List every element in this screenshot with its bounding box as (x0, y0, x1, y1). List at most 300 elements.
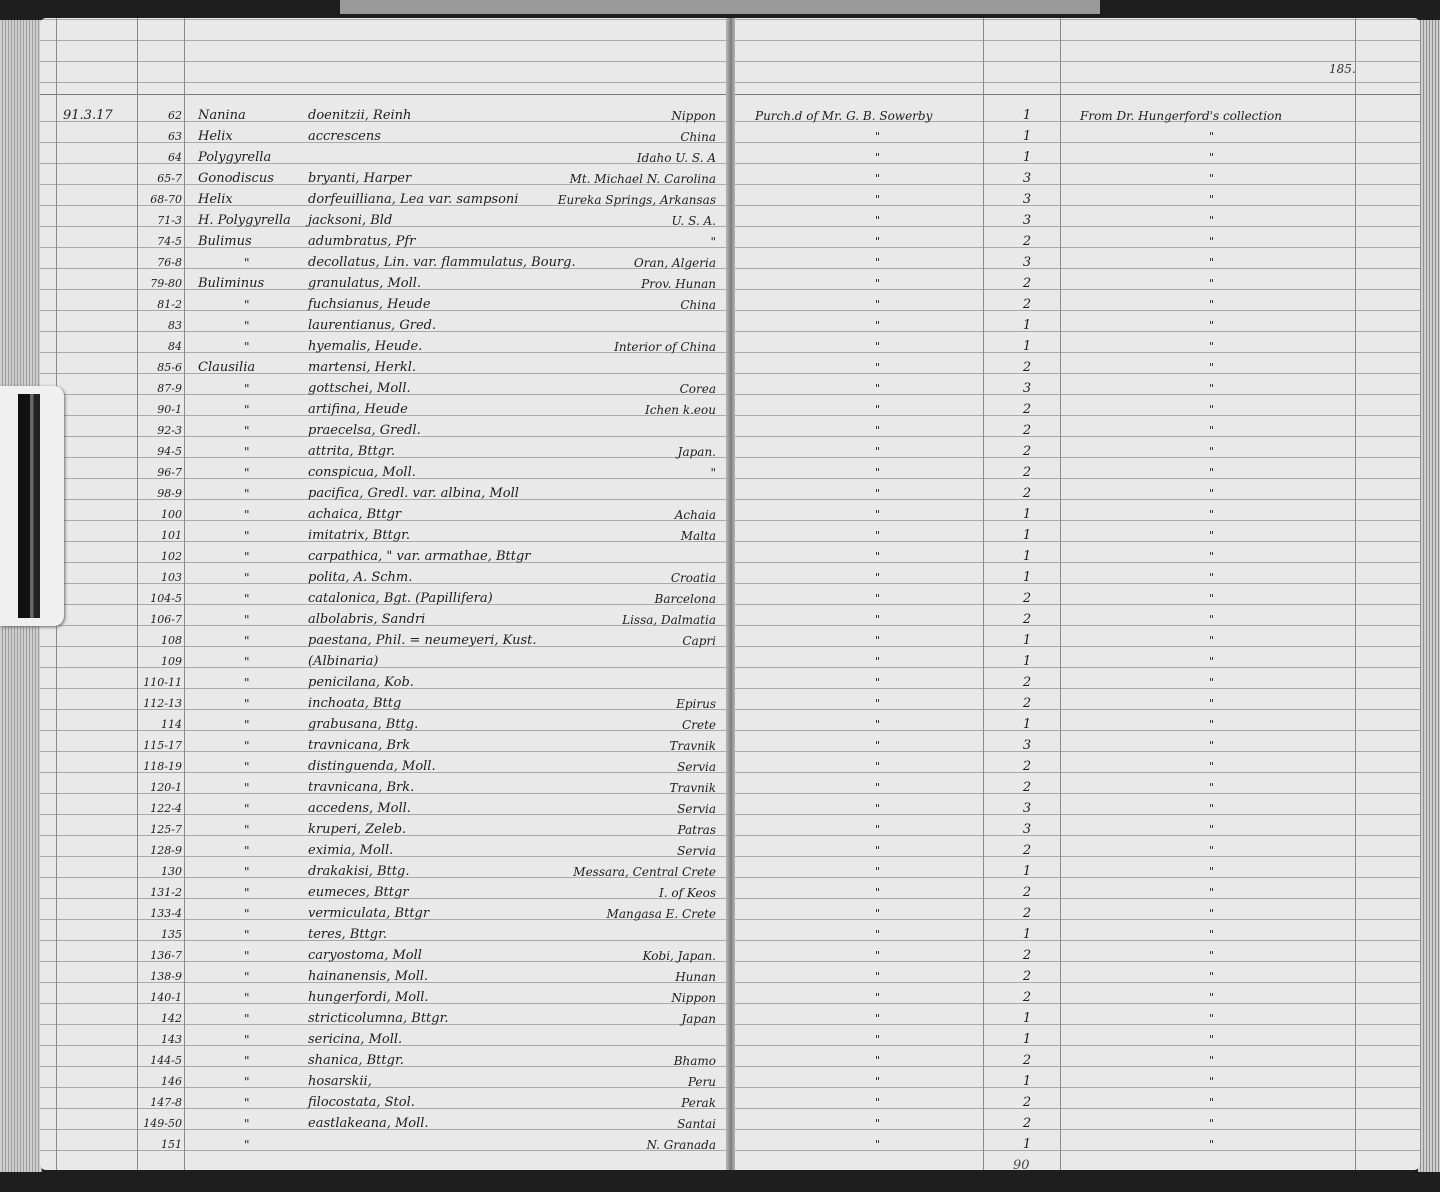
ditto-mark: " (244, 991, 250, 1005)
locality: Bhamo (673, 1054, 716, 1068)
ditto-mark: " (1209, 781, 1215, 794)
ditto-mark: " (875, 445, 881, 458)
register-number: 112-13 (143, 697, 182, 710)
species-name: filocostata, Stol. (308, 1095, 415, 1110)
specimen-count: 1 (1022, 654, 1032, 669)
species-name: dorfeuilliana, Lea var. sampsoni (308, 192, 519, 207)
ditto-mark: " (244, 970, 250, 984)
ditto-mark: " (1209, 739, 1215, 752)
register-number: 92-3 (157, 424, 182, 437)
specimen-count: 1 (1022, 864, 1032, 879)
species-name: carpathica, " var. armathae, Bttgr (308, 549, 531, 564)
ditto-mark: " (244, 529, 250, 543)
species-name: fuchsianus, Heude (308, 297, 431, 312)
specimen-count: 1 (1022, 633, 1032, 648)
locality: Malta (680, 529, 716, 543)
locality: Japan (681, 1012, 716, 1026)
species-name: decollatus, Lin. var. flammulatus, Bourg. (308, 255, 576, 270)
ditto-mark: " (244, 718, 250, 732)
register-number: 81-2 (157, 298, 182, 311)
specimen-count: 2 (1022, 276, 1032, 291)
ditto-mark: " (244, 949, 250, 963)
locality: " (710, 466, 716, 480)
register-number: 100 (161, 508, 182, 521)
specimen-count: 3 (1022, 381, 1032, 396)
ditto-mark: " (875, 739, 881, 752)
locality: Servia (677, 802, 716, 816)
specimen-count: 2 (1022, 906, 1032, 921)
register-number: 65-7 (157, 172, 182, 185)
species-name: drakakisi, Bttg. (308, 864, 410, 879)
species-name: accedens, Moll. (308, 801, 411, 816)
genus-name: Bulimus (198, 234, 252, 249)
ditto-mark: " (875, 1096, 881, 1109)
locality: China (680, 298, 716, 312)
species-name: gottschei, Moll. (308, 381, 411, 396)
specimen-count: 1 (1022, 549, 1032, 564)
ditto-mark: " (875, 802, 881, 815)
species-name: shanica, Bttgr. (308, 1053, 404, 1068)
register-number: 85-6 (157, 361, 182, 374)
species-name: penicilana, Kob. (308, 675, 414, 690)
specimen-count: 1 (1022, 927, 1032, 942)
ditto-mark: " (244, 424, 250, 438)
ditto-mark: " (1209, 676, 1215, 689)
genus-name: Clausilia (198, 360, 256, 375)
species-name: achaica, Bttgr (308, 507, 402, 522)
specimen-count: 2 (1022, 1116, 1032, 1131)
locality: Oran, Algeria (633, 256, 716, 270)
ditto-mark: " (244, 298, 250, 312)
specimen-count: 1 (1022, 717, 1032, 732)
ditto-mark: " (875, 781, 881, 794)
ditto-mark: " (875, 277, 881, 290)
ditto-mark: " (244, 256, 250, 270)
locality: Nippon (671, 991, 716, 1005)
locality: Patras (677, 823, 716, 837)
ditto-mark: " (1209, 445, 1215, 458)
specimen-count: 3 (1022, 801, 1032, 816)
ditto-mark: " (875, 760, 881, 773)
locality: Kobi, Japan. (642, 949, 716, 963)
specimen-count: 2 (1022, 591, 1032, 606)
ditto-mark: " (875, 655, 881, 668)
column-rule (1060, 18, 1061, 1170)
ditto-mark: " (875, 1012, 881, 1025)
specimen-count: 1 (1022, 1074, 1032, 1089)
specimen-count: 1 (1022, 1011, 1032, 1026)
ditto-mark: " (875, 361, 881, 374)
ditto-mark: " (1209, 298, 1215, 311)
ditto-mark: " (244, 1138, 250, 1152)
locality: Travnik (669, 781, 716, 795)
ditto-mark: " (875, 1033, 881, 1046)
specimen-count: 1 (1022, 1137, 1032, 1152)
ditto-mark: " (875, 1054, 881, 1067)
species-name: travnicana, Brk (308, 738, 411, 753)
ditto-mark: " (244, 760, 250, 774)
locality: Messara, Central Crete (573, 865, 716, 879)
specimen-count: 2 (1022, 675, 1032, 690)
ditto-mark: " (1209, 760, 1215, 773)
ditto-mark: " (244, 697, 250, 711)
ditto-mark: " (244, 487, 250, 501)
ditto-mark: " (1209, 865, 1215, 878)
ditto-mark: " (1209, 1096, 1215, 1109)
acquisition-source: Purch.d of Mr. G. B. Sowerby (755, 109, 933, 123)
ditto-mark: " (244, 802, 250, 816)
ditto-mark: " (1209, 172, 1215, 185)
register-number: 83 (168, 319, 182, 332)
locality: Lissa, Dalmatia (622, 613, 716, 627)
locality: Capri (682, 634, 716, 648)
species-name: martensi, Herkl. (308, 360, 417, 375)
register-number: 146 (161, 1075, 182, 1088)
register-number: 118-19 (143, 760, 182, 773)
species-name: conspicua, Moll. (308, 465, 416, 480)
register-number: 71-3 (157, 214, 182, 227)
specimen-count: 2 (1022, 843, 1032, 858)
ditto-mark: " (1209, 802, 1215, 815)
locality: Japan. (677, 445, 716, 459)
species-name: eximia, Moll. (308, 843, 394, 858)
register-number: 62 (168, 109, 182, 122)
register-number: 102 (161, 550, 182, 563)
ditto-mark: " (244, 592, 250, 606)
ditto-mark: " (244, 1117, 250, 1131)
ditto-mark: " (244, 1033, 250, 1047)
specimen-count: 2 (1022, 885, 1032, 900)
species-name: hainanensis, Moll. (308, 969, 429, 984)
locality: Hunan (675, 970, 716, 984)
ditto-mark: " (1209, 655, 1215, 668)
ditto-mark: " (244, 382, 250, 396)
locality: Idaho U. S. A (636, 151, 716, 165)
ditto-mark: " (244, 1096, 250, 1110)
specimen-count: 1 (1022, 150, 1032, 165)
ditto-mark: " (244, 613, 250, 627)
locality: Mangasa E. Crete (606, 907, 716, 921)
specimen-count: 2 (1022, 1053, 1032, 1068)
specimen-count: 1 (1022, 318, 1032, 333)
locality: Corea (679, 382, 716, 396)
register-number: 140-1 (150, 991, 182, 1004)
species-name: stricticolumna, Bttgr. (308, 1011, 449, 1026)
register-number: 136-7 (150, 949, 182, 962)
register-number: 63 (168, 130, 182, 143)
ditto-mark: " (1209, 487, 1215, 500)
specimen-count: 2 (1022, 1095, 1032, 1110)
ditto-mark: " (875, 928, 881, 941)
register-number: 142 (161, 1012, 182, 1025)
ditto-mark: " (1209, 550, 1215, 563)
register-number: 87-9 (157, 382, 182, 395)
ditto-mark: " (1209, 340, 1215, 353)
specimen-count: 3 (1022, 192, 1032, 207)
locality: Mt. Michael N. Carolina (569, 172, 716, 186)
specimen-count: 3 (1022, 822, 1032, 837)
left-page (40, 18, 730, 1170)
ditto-mark: " (875, 949, 881, 962)
specimen-count: 3 (1022, 738, 1032, 753)
specimen-count: 2 (1022, 486, 1032, 501)
book-top-edge (340, 0, 1100, 14)
ditto-mark: " (1209, 214, 1215, 227)
column-rule (184, 18, 185, 1170)
register-number: 122-4 (150, 802, 182, 815)
specimen-count: 2 (1022, 423, 1032, 438)
ditto-mark: " (875, 571, 881, 584)
locality: Eureka Springs, Arkansas (557, 193, 716, 207)
locality: Peru (687, 1075, 716, 1089)
register-number: 104-5 (150, 592, 182, 605)
register-number: 106-7 (150, 613, 182, 626)
register-number: 149-50 (143, 1117, 182, 1130)
register-number: 84 (168, 340, 182, 353)
ditto-mark: " (1209, 1117, 1215, 1130)
ditto-mark: " (1209, 613, 1215, 626)
species-name: (Albinaria) (308, 654, 379, 669)
ditto-mark: " (875, 592, 881, 605)
species-name: hungerfordi, Moll. (308, 990, 429, 1005)
register-number: 68-70 (150, 193, 182, 206)
ditto-mark: " (244, 676, 250, 690)
ditto-mark: " (875, 382, 881, 395)
ditto-mark: " (875, 907, 881, 920)
locality: Servia (677, 844, 716, 858)
specimen-count: 1 (1022, 108, 1032, 123)
ditto-mark: " (875, 298, 881, 311)
ditto-mark: " (1209, 193, 1215, 206)
ditto-mark: " (1209, 928, 1215, 941)
specimen-count: 2 (1022, 465, 1032, 480)
locality: China (680, 130, 716, 144)
ditto-mark: " (244, 907, 250, 921)
specimen-count: 2 (1022, 780, 1032, 795)
locality: Servia (677, 760, 716, 774)
ditto-mark: " (1209, 949, 1215, 962)
locality: N. Granada (646, 1138, 716, 1152)
ditto-mark: " (1209, 592, 1215, 605)
ditto-mark: " (1209, 277, 1215, 290)
specimen-count: 3 (1022, 255, 1032, 270)
ditto-mark: " (875, 613, 881, 626)
register-number: 144-5 (150, 1054, 182, 1067)
species-name: bryanti, Harper (308, 171, 412, 186)
ditto-mark: " (875, 1075, 881, 1088)
locality: U. S. A. (671, 214, 716, 228)
locality: I. of Keos (659, 886, 716, 900)
ditto-mark: " (1209, 634, 1215, 647)
specimen-count: 2 (1022, 990, 1032, 1005)
specimen-count: 2 (1022, 612, 1032, 627)
locality: Ichen k.eou (645, 403, 716, 417)
specimen-count: 2 (1022, 948, 1032, 963)
species-name: imitatrix, Bttgr. (308, 528, 411, 543)
species-name: pacifica, Gredl. var. albina, Moll (308, 486, 519, 501)
ditto-mark: " (875, 151, 881, 164)
ditto-mark: " (244, 403, 250, 417)
page-tab-bookmark (0, 386, 64, 626)
register-number: 79-80 (150, 277, 182, 290)
ditto-mark: " (244, 340, 250, 354)
ditto-mark: " (875, 172, 881, 185)
species-name: kruperi, Zeleb. (308, 822, 407, 837)
genus-name: Helix (198, 192, 233, 207)
register-number: 133-4 (150, 907, 182, 920)
specimen-count: 2 (1022, 297, 1032, 312)
register-number: 128-9 (150, 844, 182, 857)
genus-name: Nanina (198, 108, 246, 123)
specimen-count: 1 (1022, 528, 1032, 543)
ditto-mark: " (1209, 1138, 1215, 1151)
specimen-count: 2 (1022, 234, 1032, 249)
register-number: 96-7 (157, 466, 182, 479)
ditto-mark: " (875, 634, 881, 647)
specimen-count: 2 (1022, 969, 1032, 984)
species-name: albolabris, Sandri (308, 612, 426, 627)
ditto-mark: " (875, 130, 881, 143)
specimen-count: 2 (1022, 360, 1032, 375)
species-name: travnicana, Brk. (308, 780, 415, 795)
ditto-mark: " (244, 739, 250, 753)
register-number: 103 (161, 571, 182, 584)
specimen-count: 3 (1022, 171, 1032, 186)
species-name: hosarskii, (308, 1074, 372, 1089)
specimen-count: 2 (1022, 759, 1032, 774)
column-rule (983, 18, 984, 1170)
folio-number: 185. (1329, 62, 1356, 76)
species-name: teres, Bttgr. (308, 927, 388, 942)
column-rule (1355, 18, 1356, 1170)
species-name: catalonica, Bgt. (Papillifera) (308, 591, 493, 606)
ditto-mark: " (1209, 235, 1215, 248)
species-name: accrescens (308, 129, 381, 144)
register-number: 130 (161, 865, 182, 878)
species-name: eumeces, Bttgr (308, 885, 409, 900)
ditto-mark: " (875, 403, 881, 416)
register-number: 151 (161, 1138, 182, 1151)
register-number: 120-1 (150, 781, 182, 794)
species-name: eastlakeana, Moll. (308, 1116, 429, 1131)
ditto-mark: " (875, 1138, 881, 1151)
ditto-mark: " (875, 886, 881, 899)
ditto-mark: " (875, 550, 881, 563)
ditto-mark: " (875, 970, 881, 983)
ditto-mark: " (1209, 529, 1215, 542)
register-number: 135 (161, 928, 182, 941)
locality: Crete (682, 718, 716, 732)
ditto-mark: " (244, 655, 250, 669)
locality: " (710, 235, 716, 249)
species-name: artifina, Heude (308, 402, 408, 417)
species-name: doenitzii, Reinh (308, 108, 412, 123)
ditto-mark: " (244, 466, 250, 480)
register-number: 115-17 (143, 739, 182, 752)
ditto-mark: " (875, 676, 881, 689)
entry-date: 91.3.17 (63, 108, 113, 123)
ditto-mark: " (244, 865, 250, 879)
ditto-mark: " (875, 529, 881, 542)
ditto-mark: " (1209, 907, 1215, 920)
specimen-count: 3 (1022, 213, 1032, 228)
ditto-mark: " (244, 550, 250, 564)
header-rule (40, 94, 730, 95)
bookmark-stripe (18, 394, 40, 618)
register-number: 114 (161, 718, 182, 731)
specimen-count: 1 (1022, 129, 1032, 144)
ditto-mark: " (244, 508, 250, 522)
register-number: 143 (161, 1033, 182, 1046)
ditto-mark: " (1209, 361, 1215, 374)
ditto-mark: " (875, 823, 881, 836)
register-number: 125-7 (150, 823, 182, 836)
ditto-mark: " (1209, 151, 1215, 164)
genus-name: Polygyrella (198, 150, 272, 165)
locality: Barcelona (654, 592, 716, 606)
ditto-mark: " (1209, 718, 1215, 731)
register-number: 76-8 (157, 256, 182, 269)
ditto-mark: " (875, 865, 881, 878)
locality: Interior of China (614, 340, 716, 354)
specimen-count: 2 (1022, 444, 1032, 459)
ditto-mark: " (1209, 319, 1215, 332)
specimen-count: 2 (1022, 402, 1032, 417)
ditto-mark: " (1209, 697, 1215, 710)
ditto-mark: " (875, 466, 881, 479)
ditto-mark: " (244, 781, 250, 795)
locality: Travnik (669, 739, 716, 753)
ditto-mark: " (1209, 886, 1215, 899)
ditto-mark: " (875, 235, 881, 248)
ditto-mark: " (244, 634, 250, 648)
ditto-mark: " (875, 193, 881, 206)
register-number: 109 (161, 655, 182, 668)
ditto-mark: " (1209, 991, 1215, 1004)
specimen-count: 1 (1022, 507, 1032, 522)
register-number: 110-11 (143, 676, 182, 689)
right-page (735, 18, 1420, 1170)
ditto-mark: " (1209, 424, 1215, 437)
register-number: 147-8 (150, 1096, 182, 1109)
register-number: 98-9 (157, 487, 182, 500)
ditto-mark: " (875, 991, 881, 1004)
species-name: polita, A. Schm. (308, 570, 413, 585)
species-name: jacksoni, Bld (308, 213, 393, 228)
ditto-mark: " (875, 508, 881, 521)
species-name: inchoata, Bttg (308, 696, 402, 711)
specimen-count: 1 (1022, 570, 1032, 585)
species-name: vermiculata, Bttgr (308, 906, 430, 921)
right-page-edges (1418, 20, 1440, 1172)
register-number: 90-1 (157, 403, 182, 416)
species-name: distinguenda, Moll. (308, 759, 436, 774)
ditto-mark: " (244, 571, 250, 585)
register-number: 131-2 (150, 886, 182, 899)
register-number: 101 (161, 529, 182, 542)
species-name: adumbratus, Pfr (308, 234, 416, 249)
ditto-mark: " (244, 928, 250, 942)
specimen-total: 90 (1013, 1158, 1030, 1170)
ditto-mark: " (875, 214, 881, 227)
header-rule (735, 94, 1420, 95)
species-name: sericina, Moll. (308, 1032, 403, 1047)
ditto-mark: " (875, 340, 881, 353)
register-number: 74-5 (157, 235, 182, 248)
ditto-mark: " (1209, 1033, 1215, 1046)
ditto-mark: " (1209, 508, 1215, 521)
locality: Achaia (674, 508, 716, 522)
